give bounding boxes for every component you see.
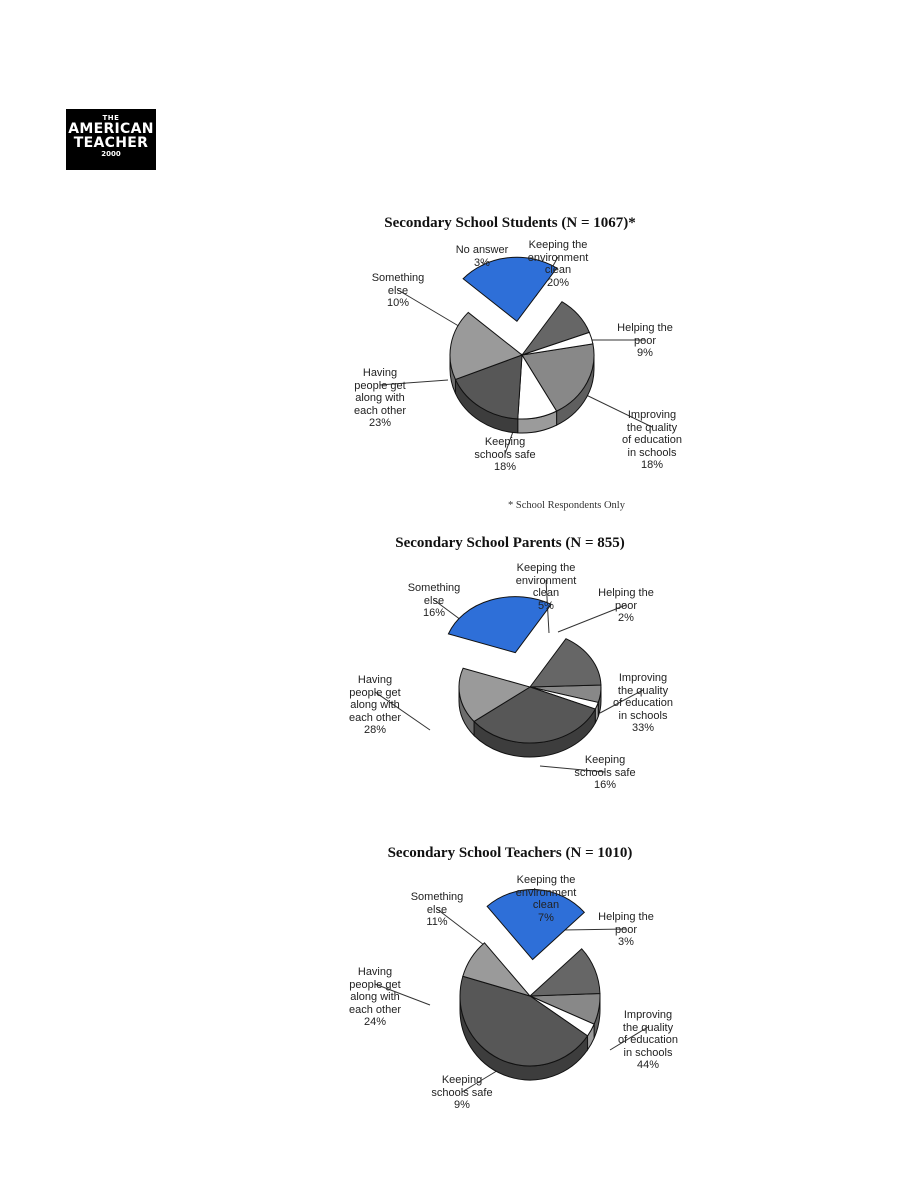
logo-line-teacher: TEACHER (73, 135, 149, 151)
american-teacher-logo (66, 109, 156, 170)
logo-line-year: 2000 (101, 150, 121, 158)
logo-line-american: AMERICAN (68, 121, 154, 137)
logo-line-the: THE (102, 114, 120, 122)
slice-label: Helping the poor 9% (617, 322, 673, 359)
pie-slice (530, 949, 600, 996)
slice-label: Something else 11% (410, 891, 464, 928)
slice-label: Having people get along with each other 28% (349, 674, 401, 736)
slice-label: Improving the quality of education in schools 18% (622, 409, 682, 471)
slice-label: Improving the quality of education in schools 33% (613, 672, 673, 734)
slice-label: Keeping schools safe 18% (474, 436, 536, 473)
slice-label: Helping the poor 2% (598, 587, 654, 624)
parents-pie-chart (300, 530, 720, 805)
slice-label: Something else 10% (371, 272, 425, 309)
teachers-pie-chart (300, 840, 720, 1125)
slice-label: Having people get along with each other 24% (349, 966, 401, 1028)
slice-label: Keeping the environment clean 5% (515, 562, 577, 612)
chart-title: Secondary School Students (N = 1067)* (384, 215, 636, 231)
slice-label: Something else 16% (407, 582, 461, 619)
slice-label: Helping the poor 3% (598, 911, 654, 948)
slice-label: Keeping schools safe 9% (431, 1074, 493, 1111)
slice-label: Keeping the environment clean 7% (515, 874, 577, 924)
chart-title: Secondary School Teachers (N = 1010) (387, 845, 633, 861)
slice-label: No answer 3% (455, 244, 509, 269)
slice-label: Having people get along with each other 23% (354, 367, 406, 429)
slice-label: Improving the quality of education in schools 44% (618, 1009, 678, 1071)
footnote: * School Respondents Only (508, 500, 625, 511)
students-pie-chart (300, 210, 720, 510)
slice-label: Keeping schools safe 16% (574, 754, 636, 791)
chart-title: Secondary School Parents (N = 855) (395, 535, 625, 551)
slice-label: Keeping the environment clean 20% (527, 239, 589, 289)
